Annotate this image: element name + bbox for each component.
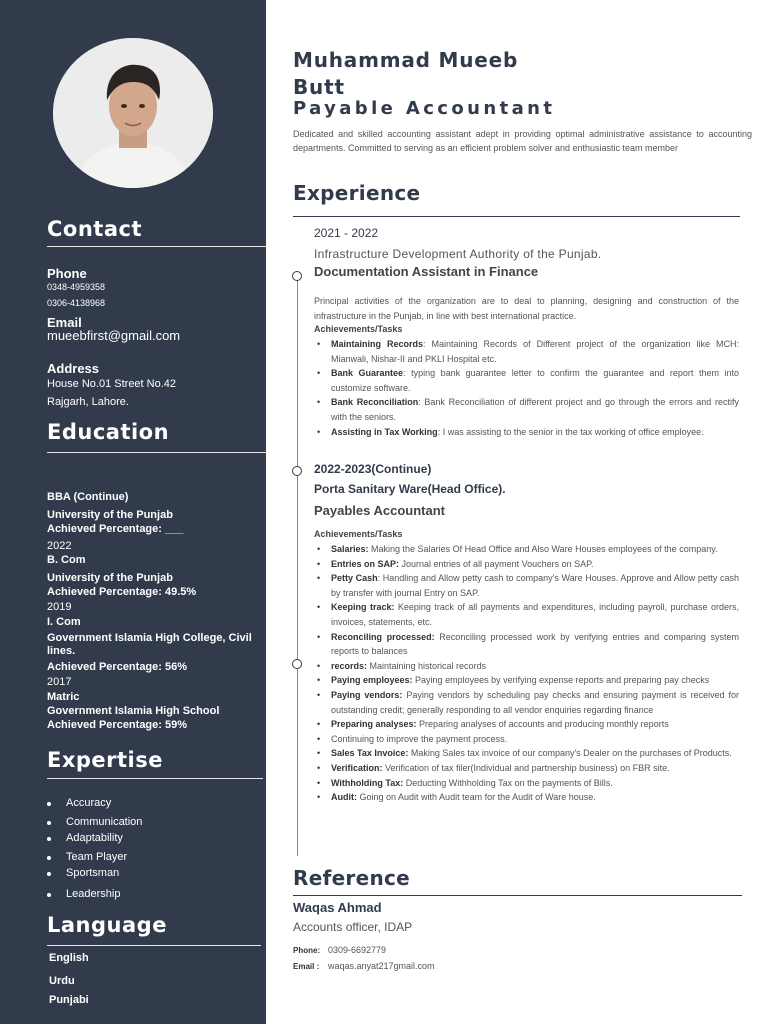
bullet-icon: [47, 856, 51, 860]
list-item: • Entries on SAP: Journal entries of all payment Vouchers on SAP.: [314, 557, 739, 572]
reference-phone-label: Phone:: [293, 946, 321, 955]
list-item: • Sales Tax Invoice: Making Sales tax invoice of our company's Dealer on the purchases of Products.: [314, 746, 739, 761]
experience-heading: Experience: [293, 181, 421, 205]
education-degree: BBA (Continue): [47, 491, 129, 503]
achievements-label: Achievements/Tasks: [314, 324, 403, 334]
language-item: English: [49, 952, 89, 964]
job-title: Payable Accountant: [293, 98, 556, 119]
expertise-heading: Expertise: [47, 748, 164, 772]
job-position: Payables Accountant: [314, 503, 446, 518]
language-item: Punjabi: [49, 994, 89, 1006]
list-item: • Salaries: Making the Salaries Of Head Office and Also Ware Houses employees of the company.: [314, 542, 739, 557]
language-heading: Language: [47, 913, 167, 937]
education-degree: Matric: [47, 691, 80, 703]
education-grade: Achieved Percentage: 56%: [47, 661, 188, 673]
education-degree: I. Com: [47, 616, 81, 628]
reference-role: Accounts officer, IDAP: [293, 920, 413, 934]
language-divider: [47, 945, 261, 946]
reference-divider: [293, 895, 742, 896]
education-year: 2022: [47, 540, 72, 552]
reference-email-label: Email :: [293, 962, 320, 971]
education-year: 2017: [47, 676, 72, 688]
bullet-icon: [47, 837, 51, 841]
list-item: • Preparing analyses: Preparing analyses of accounts and producing monthly reports: [314, 717, 739, 732]
contact-heading: Contact: [47, 217, 142, 241]
list-item: • Paying employees: Paying employees by verifying expense reports and preparing pay checks: [314, 673, 739, 688]
address-line-2: Rajgarh, Lahore.: [47, 396, 129, 408]
education-school: University of the Punjab: [47, 572, 173, 584]
bullet-icon: [47, 872, 51, 876]
education-school: Government Islamia High College, Civil lines.: [47, 632, 252, 657]
reference-phone: 0309-6692779: [328, 945, 387, 955]
full-name: Muhammad Mueeb Butt: [293, 48, 519, 99]
experience-divider: [293, 216, 740, 217]
phone-number-2: 0306-4138968: [47, 298, 106, 308]
list-item: • records: Maintaining historical records: [314, 659, 739, 674]
task-list: [314, 542, 739, 805]
language-item: Urdu: [49, 975, 75, 987]
education-grade: Achieved Percentage: 49.5%: [47, 586, 197, 598]
email-label: Email: [47, 315, 82, 330]
bullet-icon: [47, 821, 51, 825]
timeline-line: [297, 276, 298, 856]
contact-divider: [47, 246, 266, 247]
person-portrait-icon: [53, 38, 213, 188]
timeline-dot-icon: [292, 659, 302, 669]
job-period: 2021 - 2022: [314, 226, 379, 240]
job-company: Porta Sanitary Ware(Head Office).: [314, 482, 506, 496]
list-item: • Assisting in Tax Working: I was assisting to the senior in the tax working of office employee.: [314, 425, 739, 440]
address-label: Address: [47, 361, 100, 376]
task-list: [314, 337, 739, 439]
education-grade: Achieved Percentage: ___: [47, 523, 184, 535]
list-item: • Petty Cash: Handling and Allow petty cash to company's Ware Houses. Approve and Allow petty cash by transfer with journal Entry on SAP.: [314, 571, 739, 600]
education-degree: B. Com: [47, 554, 86, 566]
phone-number-1: 0348-4959358: [47, 282, 106, 292]
sidebar: Contact Phone 0348-4959358 0306-4138968 Email mueebfirst@gmail.com Address House No.01 Street No.42 Rajgarh, Lahore. Education BBA (Continue) University of the Punjab Achieved Percentage: ___ 2022 B. Com University of the Punjab Achieved Percentage: 49.5% 2019 I. Com Government Islamia High College, Civil lines. Achieved Percentage: 56% 2017 Matric Government Islamia High School Achieved Percentage: 59% Expertise Accuracy Communication Adaptability Team Player Sportsman Leadership Language English Urdu Punjabi: [0, 0, 266, 1024]
job-period: 2022-2023(Continue): [314, 462, 432, 476]
profile-summary: Dedicated and skilled accounting assistant adept in providing optimal administrative assistance to accounting departments. Committed to serving as an efficient problem solver and enthusiastic team member: [293, 129, 752, 153]
job-company: Infrastructure Development Authority of the Punjab.: [314, 247, 602, 261]
reference-name: Waqas Ahmad: [293, 900, 382, 915]
list-item: • Audit: Going on Audit with Audit team for the Audit of Ware house.: [314, 790, 739, 805]
profile-photo: [53, 38, 213, 188]
address-line-1: House No.01 Street No.42: [47, 378, 177, 390]
list-item: • Continuing to improve the payment process.: [314, 732, 739, 747]
list-item: • Bank Reconciliation: Bank Reconciliation of different project and go through the errors and rectify with the seniors.: [314, 395, 739, 424]
education-divider: [47, 452, 266, 453]
achievements-label: Achievements/Tasks: [314, 529, 403, 539]
education-school: University of the Punjab: [47, 509, 173, 521]
list-item: • Maintaining Records: Maintaining Records of Different project of the organization like MCH: Mianwali, Nishar-II and PKLI Hospital etc.: [314, 337, 739, 366]
job-description: Principal activities of the organization are to deal to planning, designing and construction of the infrastructure in the Punjab, in line with best international practice.: [314, 296, 739, 321]
bullet-icon: [47, 802, 51, 806]
list-item: • Keeping track: Keeping track of all payments and expenditures, including payroll, purchase orders, invoices, statements, etc.: [314, 600, 739, 629]
list-item: • Paying vendors: Paying vendors by scheduling pay checks and ensuring payment is received for outstanding credit; generally responding to all vendor enquiries regarding finance: [314, 688, 739, 717]
list-item: • Bank Guarantee: typing bank guarantee letter to confirm the guarantee and report them into customize software.: [314, 366, 739, 395]
education-year: 2019: [47, 601, 72, 613]
bullet-icon: [47, 893, 51, 897]
phone-label: Phone: [47, 266, 87, 281]
timeline-dot-icon: [292, 466, 302, 476]
job-position: Documentation Assistant in Finance: [314, 264, 539, 279]
education-school: Government Islamia High School: [47, 705, 220, 717]
list-item: • Verification: Verification of tax filer(Individual and partnership business) on FBR site.: [314, 761, 739, 776]
education-grade: Achieved Percentage: 59%: [47, 719, 188, 731]
list-item: • Reconciling processed: Reconciling processed work by verifying entries and comparing system reports to balances: [314, 630, 739, 659]
expertise-divider: [47, 778, 263, 779]
timeline-dot-icon: [292, 271, 302, 281]
email-value: mueebfirst@gmail.com: [47, 328, 181, 343]
reference-email: waqas.anyat217gmail.com: [328, 961, 435, 971]
reference-heading: Reference: [293, 866, 411, 890]
education-heading: Education: [47, 420, 170, 444]
list-item: • Withholding Tax: Deducting Withholding Tax on the payments of Bills.: [314, 776, 739, 791]
